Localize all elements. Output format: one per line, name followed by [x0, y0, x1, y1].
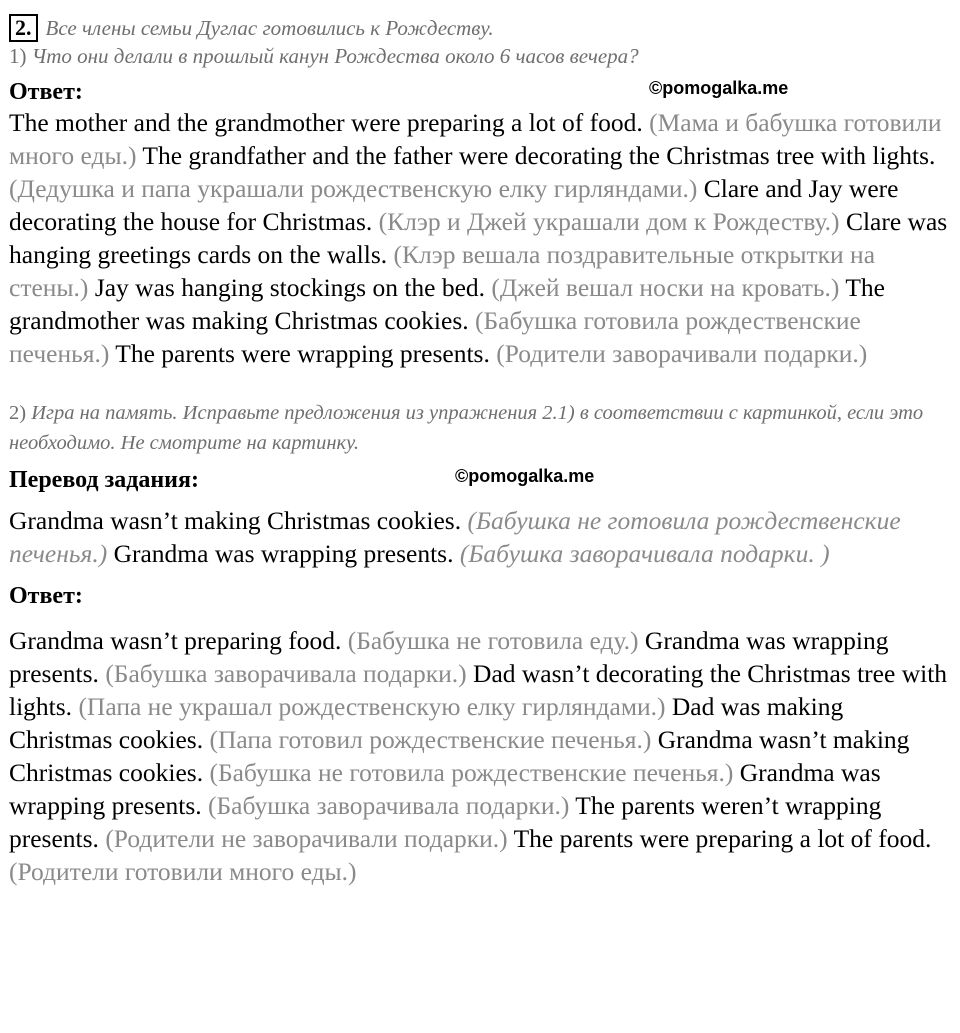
- sentence-ru: (Джей вешал носки на кровать.): [491, 273, 840, 302]
- sentence-ru: (Папа готовил рождественские печенья.): [209, 725, 652, 754]
- sentence-ru: (Бабушка заворачивала подарки.): [208, 791, 570, 820]
- sentence-ru: (Бабушка заворачивала подарки. ): [459, 539, 830, 568]
- sentence-en: Grandma wasn’t making Christmas cookies.: [9, 725, 910, 787]
- watermark: ©pomogalka.me: [649, 78, 789, 98]
- sentence-en: Grandma was wrapping presents.: [113, 539, 454, 568]
- sentence-ru: (Мама и бабушка готовили много еды.): [9, 108, 942, 170]
- sentence-en: Grandma was wrapping presents.: [9, 758, 881, 820]
- sentence-en: The parents weren’t wrapping presents.: [9, 791, 882, 853]
- sentence-en: Dad was making Christmas cookies.: [9, 692, 844, 754]
- translation-heading: Перевод задания:: [9, 467, 199, 493]
- answer-2-heading: Ответ:: [9, 583, 83, 609]
- task-number: 2.: [9, 14, 38, 42]
- sentence-en: The mother and the grandmother were preparing a lot of food.: [9, 108, 643, 137]
- sentence-en: Grandma wasn’t making Christmas cookies.: [9, 506, 462, 535]
- sentence-ru: (Родители заворачивали подарки.): [496, 339, 868, 368]
- question-1: [9, 42, 949, 70]
- sentence-en: Dad wasn’t decorating the Christmas tree with lights.: [9, 659, 948, 721]
- sentence-en: Jay was hanging stockings on the bed.: [94, 273, 486, 302]
- translation-text: [9, 504, 949, 570]
- sentence-ru: (Дедушка и папа украшали рождественскую елку гирляндами.): [9, 174, 698, 203]
- watermark: ©pomogalka.me: [455, 466, 595, 486]
- sentence-ru: (Бабушка заворачивала подарки.): [105, 659, 467, 688]
- answer-1-heading-row: [9, 74, 949, 110]
- question-1-number: 1): [9, 44, 27, 68]
- sentence-en: The grandfather and the father were decorating the Christmas tree with lights.: [142, 141, 936, 170]
- sentence-ru: (Родители готовили много еды.): [9, 857, 357, 886]
- sentence-ru: (Бабушка готовила рождественские печенья.): [9, 306, 861, 368]
- answer-1-heading: Ответ:: [9, 79, 83, 105]
- sentence-ru: (Бабушка не готовила еду.): [347, 626, 639, 655]
- answer-1-text: [9, 106, 949, 370]
- sentence-ru: (Клэр и Джей украшали дом к Рождеству.): [378, 207, 840, 236]
- sentence-en: Clare and Jay were decorating the house for Christmas.: [9, 174, 899, 236]
- answer-2-text: [9, 624, 949, 888]
- task-intro: Все члены семьи Дуглас готовились к Рождеству.: [45, 16, 494, 40]
- task-2-instruction: [9, 398, 949, 458]
- task-2-text: Игра на память. Исправьте предложения из упражнения 2.1) в соответствии с картинкой, если это необходимо. Не смотрите на картинку.: [9, 402, 924, 454]
- translation-heading-row: [9, 462, 949, 498]
- sentence-en: Grandma wasn’t preparing food.: [9, 626, 342, 655]
- sentence-en: The parents were wrapping presents.: [115, 339, 490, 368]
- answer-2-heading-row: [9, 578, 949, 614]
- document-page: [9, 14, 949, 888]
- sentence-ru: (Бабушка не готовила рождественские печенья.): [9, 506, 901, 568]
- task-2-number: 2): [9, 402, 27, 424]
- task-header: [9, 14, 949, 42]
- sentence-en: The parents were preparing a lot of food.: [513, 824, 932, 853]
- sentence-en: Clare was hanging greetings cards on the walls.: [9, 207, 948, 269]
- sentence-ru: (Папа не украшал рождественскую елку гирляндами.): [78, 692, 666, 721]
- sentence-ru: (Родители не заворачивали подарки.): [105, 824, 508, 853]
- sentence-ru: (Клэр вешала поздравительные открытки на стены.): [9, 240, 876, 302]
- sentence-ru: (Бабушка не готовила рождественские печенья.): [209, 758, 734, 787]
- sentence-en: The grandmother was making Christmas cookies.: [9, 273, 885, 335]
- question-1-text: Что они делали в прошлый канун Рождества около 6 часов вечера?: [31, 44, 639, 68]
- sentence-en: Grandma was wrapping presents.: [9, 626, 889, 688]
